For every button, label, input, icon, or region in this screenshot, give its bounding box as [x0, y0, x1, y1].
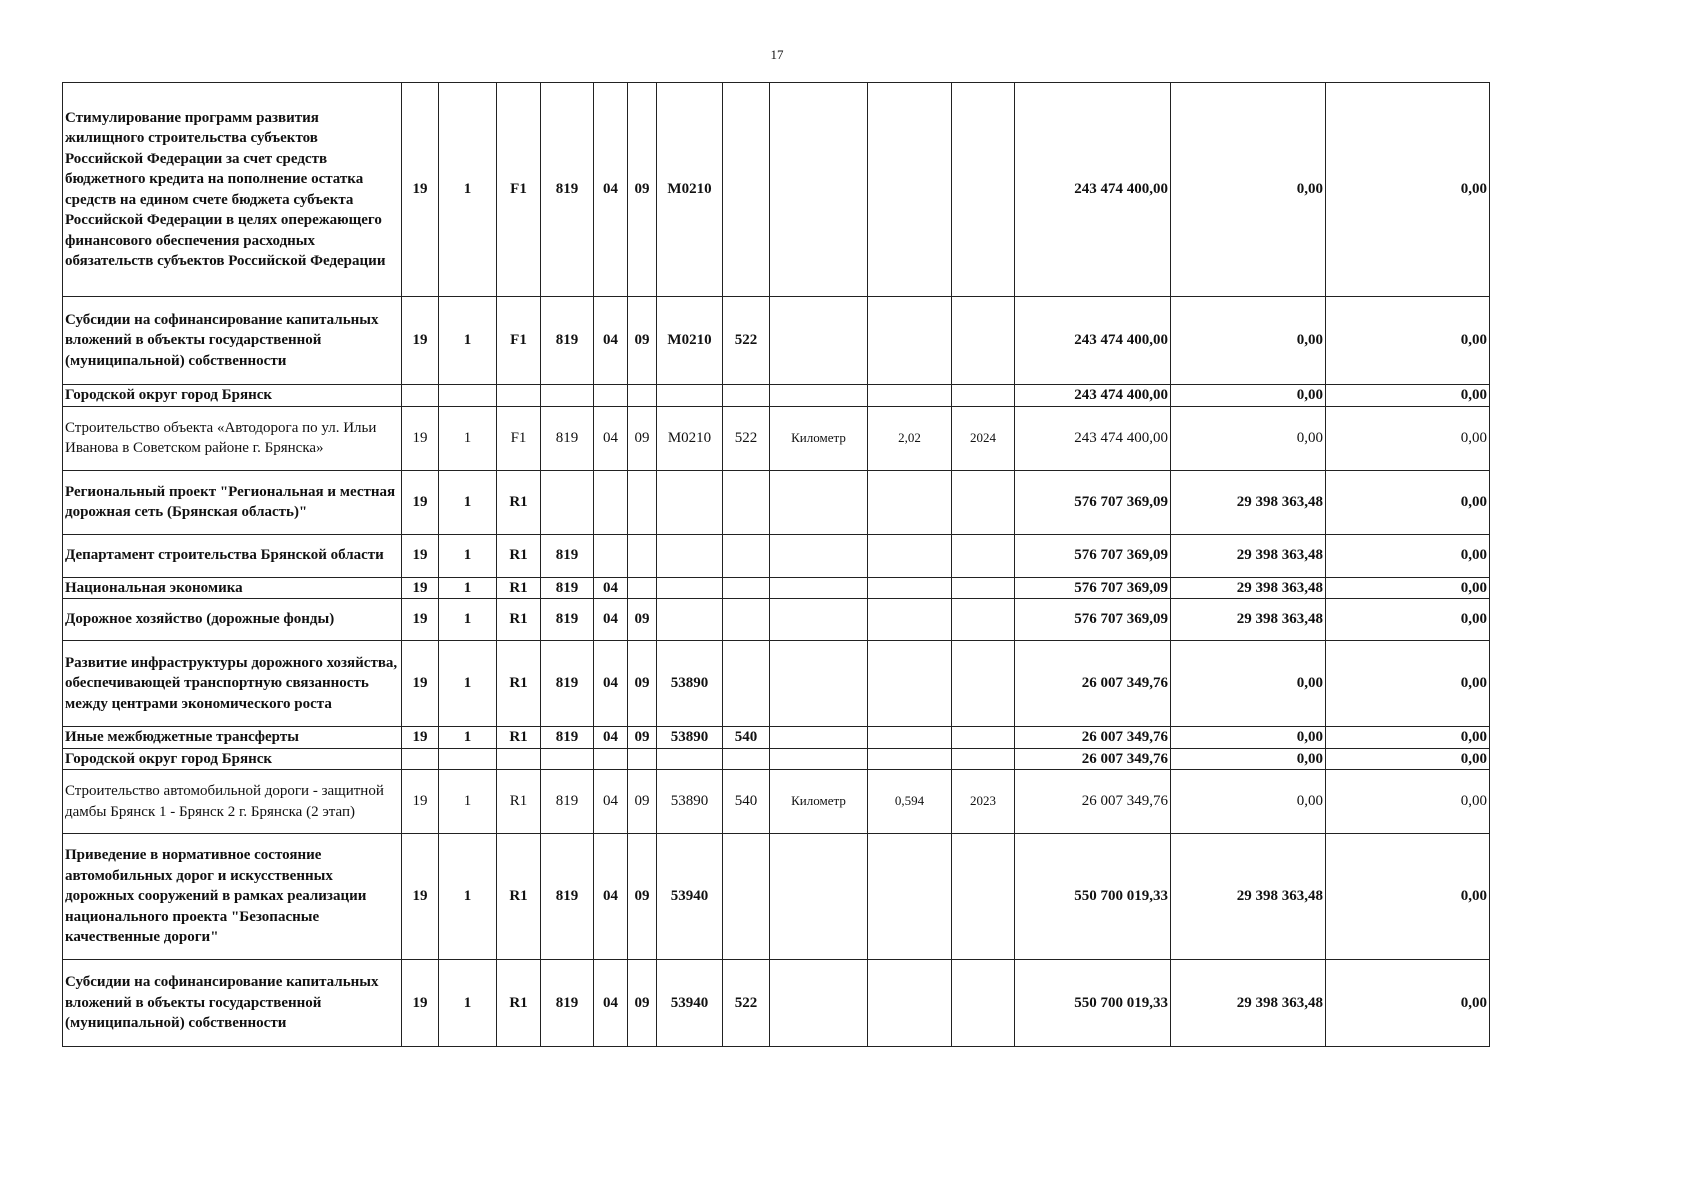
commission-year	[952, 834, 1015, 960]
capacity-value	[868, 599, 952, 641]
table-row	[63, 406, 1490, 470]
amount-year-1: 243 474 400,00	[1015, 385, 1171, 407]
amount-year-2: 29 398 363,48	[1171, 534, 1326, 577]
amount-year-1: 26 007 349,76	[1015, 748, 1171, 770]
amount-year-1: 26 007 349,76	[1015, 770, 1171, 834]
target-article: M0210	[657, 406, 723, 470]
project-code	[497, 748, 541, 770]
section-code	[594, 748, 628, 770]
project-code: R1	[497, 641, 541, 727]
target-article: M0210	[657, 83, 723, 297]
grbs-code: 819	[541, 727, 594, 749]
grbs-code: 819	[541, 960, 594, 1047]
commission-year	[952, 748, 1015, 770]
subsection-code: 09	[628, 599, 657, 641]
amount-year-3: 0,00	[1326, 406, 1490, 470]
unit-name	[770, 960, 868, 1047]
commission-year	[952, 385, 1015, 407]
capacity-value	[868, 385, 952, 407]
amount-year-2: 0,00	[1171, 770, 1326, 834]
row-title: Городской округ город Брянск	[63, 385, 402, 407]
gp-code: 19	[402, 599, 439, 641]
amount-year-3: 0,00	[1326, 83, 1490, 297]
amount-year-3: 0,00	[1326, 470, 1490, 534]
amount-year-2: 0,00	[1171, 297, 1326, 385]
amount-year-3: 0,00	[1326, 834, 1490, 960]
expense-type: 540	[723, 727, 770, 749]
expense-type	[723, 641, 770, 727]
amount-year-2: 29 398 363,48	[1171, 599, 1326, 641]
project-code: R1	[497, 727, 541, 749]
row-title: Субсидии на софинансирование капитальных вложений в объекты государственной (муниципальной) собственности	[63, 960, 402, 1047]
gp-code	[402, 385, 439, 407]
target-article	[657, 748, 723, 770]
target-article: 53890	[657, 727, 723, 749]
table-row	[63, 599, 1490, 641]
commission-year: 2023	[952, 770, 1015, 834]
subprogram-code: 1	[439, 599, 497, 641]
target-article	[657, 577, 723, 599]
subprogram-code: 1	[439, 834, 497, 960]
amount-year-2: 0,00	[1171, 727, 1326, 749]
subprogram-code: 1	[439, 534, 497, 577]
expense-type	[723, 83, 770, 297]
subsection-code	[628, 748, 657, 770]
grbs-code: 819	[541, 641, 594, 727]
project-code: R1	[497, 599, 541, 641]
amount-year-1: 243 474 400,00	[1015, 83, 1171, 297]
amount-year-2: 29 398 363,48	[1171, 834, 1326, 960]
unit-name	[770, 534, 868, 577]
subprogram-code: 1	[439, 960, 497, 1047]
project-code	[497, 385, 541, 407]
commission-year: 2024	[952, 406, 1015, 470]
project-code: F1	[497, 297, 541, 385]
amount-year-1: 576 707 369,09	[1015, 599, 1171, 641]
amount-year-2: 0,00	[1171, 748, 1326, 770]
capacity-value	[868, 534, 952, 577]
section-code: 04	[594, 83, 628, 297]
row-title: Стимулирование программ развития жилищного строительства субъектов Российской Федерации за счет средств бюджетного кредита на пополнение остатка средств на едином счете бюджета субъекта Российской Федерации в целях опережающего финансового обеспечения расходных обязательств субъектов Российской Федерации	[63, 83, 402, 297]
expense-type: 522	[723, 960, 770, 1047]
table-row	[63, 577, 1490, 599]
section-code: 04	[594, 641, 628, 727]
row-title: Субсидии на софинансирование капитальных вложений в объекты государственной (муниципальной) собственности	[63, 297, 402, 385]
unit-name: Километр	[770, 770, 868, 834]
grbs-code: 819	[541, 297, 594, 385]
grbs-code: 819	[541, 534, 594, 577]
capacity-value: 2,02	[868, 406, 952, 470]
capacity-value	[868, 83, 952, 297]
gp-code: 19	[402, 727, 439, 749]
table-row	[63, 834, 1490, 960]
project-code: F1	[497, 83, 541, 297]
amount-year-3: 0,00	[1326, 770, 1490, 834]
amount-year-1: 26 007 349,76	[1015, 641, 1171, 727]
expense-type	[723, 577, 770, 599]
capacity-value	[868, 470, 952, 534]
row-title: Развитие инфраструктуры дорожного хозяйства, обеспечивающей транспортную связанность между центрами экономического роста	[63, 641, 402, 727]
unit-name	[770, 727, 868, 749]
target-article	[657, 385, 723, 407]
section-code: 04	[594, 770, 628, 834]
gp-code: 19	[402, 770, 439, 834]
target-article: 53940	[657, 834, 723, 960]
amount-year-2: 29 398 363,48	[1171, 577, 1326, 599]
unit-name	[770, 748, 868, 770]
page-number: 17	[770, 47, 784, 62]
table-row	[63, 770, 1490, 834]
project-code: R1	[497, 770, 541, 834]
commission-year	[952, 727, 1015, 749]
subprogram-code: 1	[439, 406, 497, 470]
commission-year	[952, 83, 1015, 297]
table-body	[63, 83, 1490, 1047]
amount-year-3: 0,00	[1326, 297, 1490, 385]
amount-year-3: 0,00	[1326, 727, 1490, 749]
grbs-code: 819	[541, 83, 594, 297]
target-article: M0210	[657, 297, 723, 385]
amount-year-3: 0,00	[1326, 385, 1490, 407]
section-code: 04	[594, 406, 628, 470]
expense-type: 522	[723, 406, 770, 470]
section-code	[594, 534, 628, 577]
capacity-value	[868, 834, 952, 960]
subsection-code: 09	[628, 960, 657, 1047]
capacity-value	[868, 748, 952, 770]
subsection-code: 09	[628, 297, 657, 385]
commission-year	[952, 599, 1015, 641]
subprogram-code: 1	[439, 470, 497, 534]
table-row	[63, 727, 1490, 749]
unit-name	[770, 297, 868, 385]
subprogram-code: 1	[439, 727, 497, 749]
subsection-code: 09	[628, 727, 657, 749]
gp-code: 19	[402, 83, 439, 297]
capacity-value	[868, 727, 952, 749]
unit-name	[770, 83, 868, 297]
amount-year-2: 0,00	[1171, 641, 1326, 727]
row-title: Приведение в нормативное состояние автомобильных дорог и искусственных дорожных сооружений в рамках реализации национального проекта "Безопасные качественные дороги"	[63, 834, 402, 960]
budget-table	[62, 82, 1490, 1047]
row-title: Строительство объекта «Автодорога по ул. Ильи Иванова в Советском районе г. Брянска»	[63, 406, 402, 470]
unit-name	[770, 599, 868, 641]
grbs-code: 819	[541, 599, 594, 641]
expense-type	[723, 748, 770, 770]
amount-year-3: 0,00	[1326, 641, 1490, 727]
amount-year-1: 550 700 019,33	[1015, 834, 1171, 960]
gp-code: 19	[402, 834, 439, 960]
grbs-code	[541, 385, 594, 407]
capacity-value	[868, 960, 952, 1047]
project-code: R1	[497, 577, 541, 599]
project-code: R1	[497, 470, 541, 534]
capacity-value: 0,594	[868, 770, 952, 834]
capacity-value	[868, 641, 952, 727]
grbs-code	[541, 470, 594, 534]
amount-year-3: 0,00	[1326, 960, 1490, 1047]
expense-type: 540	[723, 770, 770, 834]
subsection-code: 09	[628, 770, 657, 834]
grbs-code: 819	[541, 834, 594, 960]
expense-type	[723, 534, 770, 577]
commission-year	[952, 641, 1015, 727]
gp-code: 19	[402, 577, 439, 599]
row-title: Региональный проект "Региональная и местная дорожная сеть (Брянская область)"	[63, 470, 402, 534]
gp-code: 19	[402, 960, 439, 1047]
section-code: 04	[594, 577, 628, 599]
project-code: F1	[497, 406, 541, 470]
table-row	[63, 960, 1490, 1047]
commission-year	[952, 470, 1015, 534]
amount-year-1: 576 707 369,09	[1015, 534, 1171, 577]
gp-code: 19	[402, 297, 439, 385]
amount-year-2: 0,00	[1171, 385, 1326, 407]
target-article	[657, 599, 723, 641]
grbs-code: 819	[541, 577, 594, 599]
amount-year-2: 29 398 363,48	[1171, 470, 1326, 534]
table-row	[63, 83, 1490, 297]
table-row	[63, 641, 1490, 727]
expense-type	[723, 470, 770, 534]
project-code: R1	[497, 834, 541, 960]
row-title: Иные межбюджетные трансферты	[63, 727, 402, 749]
subsection-code	[628, 470, 657, 534]
subsection-code	[628, 577, 657, 599]
subprogram-code	[439, 385, 497, 407]
commission-year	[952, 577, 1015, 599]
amount-year-3: 0,00	[1326, 599, 1490, 641]
target-article: 53890	[657, 641, 723, 727]
section-code	[594, 385, 628, 407]
gp-code: 19	[402, 406, 439, 470]
unit-name	[770, 834, 868, 960]
unit-name: Километр	[770, 406, 868, 470]
expense-type	[723, 834, 770, 960]
section-code: 04	[594, 297, 628, 385]
commission-year	[952, 534, 1015, 577]
section-code: 04	[594, 727, 628, 749]
unit-name	[770, 470, 868, 534]
grbs-code: 819	[541, 406, 594, 470]
subprogram-code: 1	[439, 83, 497, 297]
grbs-code: 819	[541, 770, 594, 834]
unit-name	[770, 577, 868, 599]
capacity-value	[868, 297, 952, 385]
table-row	[63, 470, 1490, 534]
commission-year	[952, 297, 1015, 385]
amount-year-1: 26 007 349,76	[1015, 727, 1171, 749]
subsection-code: 09	[628, 641, 657, 727]
amount-year-2: 29 398 363,48	[1171, 960, 1326, 1047]
subprogram-code	[439, 748, 497, 770]
amount-year-3: 0,00	[1326, 577, 1490, 599]
row-title: Департамент строительства Брянской области	[63, 534, 402, 577]
table-row	[63, 297, 1490, 385]
row-title: Городской округ город Брянск	[63, 748, 402, 770]
amount-year-3: 0,00	[1326, 534, 1490, 577]
subsection-code	[628, 385, 657, 407]
target-article	[657, 534, 723, 577]
project-code: R1	[497, 960, 541, 1047]
gp-code	[402, 748, 439, 770]
row-title: Строительство автомобильной дороги - защитной дамбы Брянск 1 - Брянск 2 г. Брянска (2 этап)	[63, 770, 402, 834]
subprogram-code: 1	[439, 577, 497, 599]
table-row	[63, 534, 1490, 577]
table-row	[63, 385, 1490, 407]
amount-year-1: 550 700 019,33	[1015, 960, 1171, 1047]
project-code: R1	[497, 534, 541, 577]
amount-year-1: 576 707 369,09	[1015, 470, 1171, 534]
row-title: Национальная экономика	[63, 577, 402, 599]
subprogram-code: 1	[439, 770, 497, 834]
expense-type: 522	[723, 297, 770, 385]
capacity-value	[868, 577, 952, 599]
target-article: 53890	[657, 770, 723, 834]
expense-type	[723, 385, 770, 407]
amount-year-1: 243 474 400,00	[1015, 297, 1171, 385]
amount-year-2: 0,00	[1171, 83, 1326, 297]
expense-type	[723, 599, 770, 641]
commission-year	[952, 960, 1015, 1047]
amount-year-3: 0,00	[1326, 748, 1490, 770]
gp-code: 19	[402, 641, 439, 727]
amount-year-1: 576 707 369,09	[1015, 577, 1171, 599]
amount-year-1: 243 474 400,00	[1015, 406, 1171, 470]
grbs-code	[541, 748, 594, 770]
gp-code: 19	[402, 470, 439, 534]
subsection-code: 09	[628, 83, 657, 297]
subprogram-code: 1	[439, 641, 497, 727]
subsection-code	[628, 534, 657, 577]
amount-year-2: 0,00	[1171, 406, 1326, 470]
subsection-code: 09	[628, 406, 657, 470]
row-title: Дорожное хозяйство (дорожные фонды)	[63, 599, 402, 641]
unit-name	[770, 641, 868, 727]
unit-name	[770, 385, 868, 407]
section-code: 04	[594, 960, 628, 1047]
gp-code: 19	[402, 534, 439, 577]
table-row	[63, 748, 1490, 770]
subsection-code: 09	[628, 834, 657, 960]
section-code: 04	[594, 599, 628, 641]
target-article	[657, 470, 723, 534]
target-article: 53940	[657, 960, 723, 1047]
subprogram-code: 1	[439, 297, 497, 385]
section-code	[594, 470, 628, 534]
section-code: 04	[594, 834, 628, 960]
